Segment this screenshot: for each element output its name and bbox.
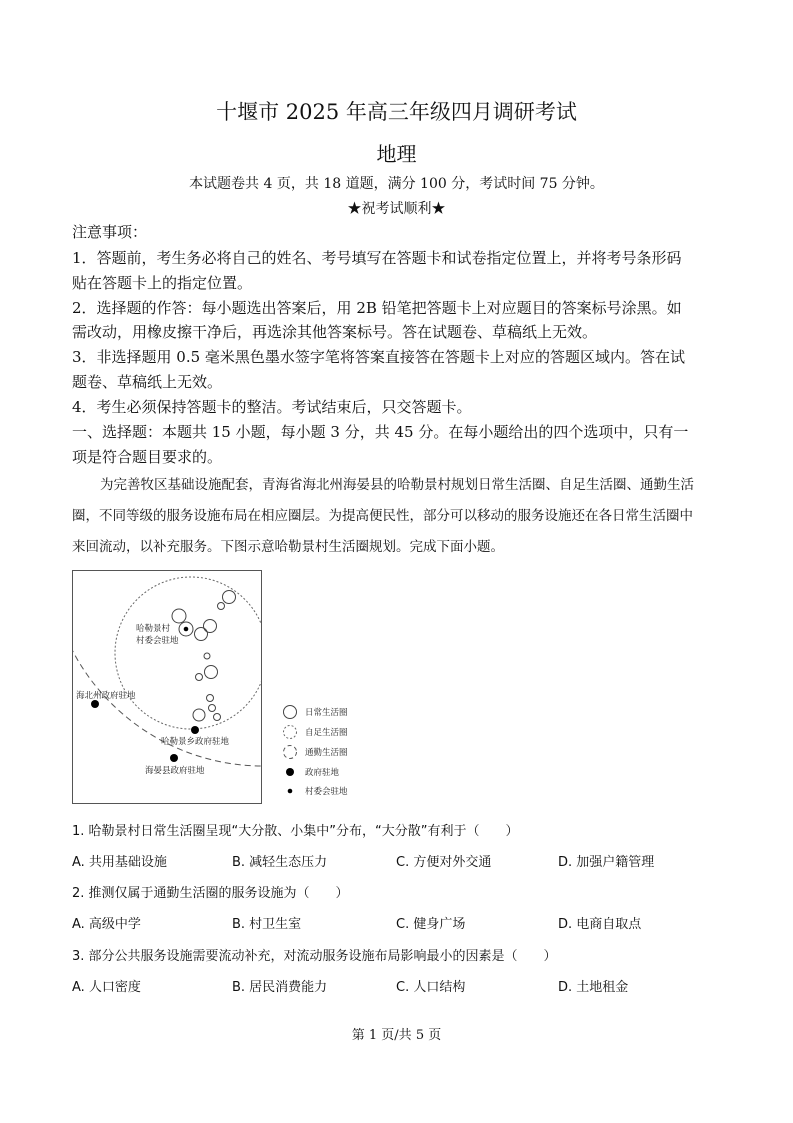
daily-circle xyxy=(204,653,210,659)
notice-line: 1．答题前，考生务必将自己的姓名、考号填写在答题卡和试卷指定位置上，并将考号条形码 xyxy=(72,249,682,267)
self-sufficient-circle-icon xyxy=(284,726,297,739)
passage-line: 为完善牧区基础设施配套，青海省海北州海晏县的哈勒景村规划日常生活圈、自足生活圈、通勤生活 xyxy=(100,477,694,493)
life-circle-map xyxy=(72,570,262,804)
question-stem: 2. 推测仅属于通勤生活圈的服务设施为（ ） xyxy=(72,886,349,901)
legend-label: 政府驻地 xyxy=(305,768,340,778)
life-circle-map-svg xyxy=(73,571,262,804)
daily-circle xyxy=(195,628,208,641)
exam-title: 十堰市 2025 年高三年级四月调研考试 xyxy=(216,100,577,124)
daily-circle xyxy=(204,620,217,633)
exam-info: 本试题卷共 4 页，共 18 道题，满分 100 分，考试时间 75 分钟。 xyxy=(189,176,604,192)
page-number: 第 1 页/共 5 页 xyxy=(351,1028,442,1043)
passage-line: 圈，不同等级的服务设施布局在相应圈层。为提高便民性，部分可以移动的服务设施还在各日常生活圈中 xyxy=(72,508,693,524)
prefecture-seat-dot xyxy=(91,700,99,708)
option-b: B. 减轻生态压力 xyxy=(232,855,328,870)
daily-circle xyxy=(223,591,236,604)
daily-circle xyxy=(214,714,221,721)
legend-label: 通勤生活圈 xyxy=(305,748,348,758)
notice-line: 题卷、草稿纸上无效。 xyxy=(72,373,223,391)
daily-circle xyxy=(193,709,205,721)
notice-line: 4．考生必须保持答题卡的整洁。考试结束后，只交答题卡。 xyxy=(72,398,472,416)
daily-circle-icon xyxy=(284,706,297,719)
section-heading-line: 一、选择题：本题共 15 小题，每小题 3 分，共 45 分。在每小题给出的四个选项中，只有一 xyxy=(72,423,689,441)
government-dot-icon xyxy=(286,768,294,776)
option-d: D. 土地租金 xyxy=(558,980,629,995)
notice-heading: 注意事项： xyxy=(72,223,148,241)
option-a: A. 高级中学 xyxy=(72,917,141,932)
village-committee-marker xyxy=(184,627,189,632)
self-sufficient-circle xyxy=(115,577,262,729)
daily-circle xyxy=(172,609,186,623)
map-legend xyxy=(282,702,392,802)
section-heading-line: 项是符合题目要求的。 xyxy=(72,448,223,466)
committee-label: 村委会驻地 xyxy=(136,636,179,646)
option-c: C. 健身广场 xyxy=(396,917,466,932)
option-c: C. 方便对外交通 xyxy=(396,855,492,870)
township-label: 哈勒景乡政府驻地 xyxy=(161,737,230,747)
question-stem: 1. 哈勒景村日常生活圈呈现“大分散、小集中”分布，“大分散”有利于（ ） xyxy=(72,824,519,839)
daily-circle xyxy=(205,666,218,679)
option-a: A. 共用基础设施 xyxy=(72,855,167,870)
county-seat-dot xyxy=(170,754,178,762)
daily-circle xyxy=(209,705,216,712)
option-c: C. 人口结构 xyxy=(396,980,466,995)
passage-line: 来回流动，以补充服务。下图示意哈勒景村生活圈规划。完成下面小题。 xyxy=(72,539,504,555)
question-stem: 3. 部分公共服务设施需要流动补充，对流动服务设施布局影响最小的因素是（ ） xyxy=(72,949,557,964)
option-d: D. 电商自取点 xyxy=(558,917,642,932)
daily-circle xyxy=(218,603,225,610)
notice-line: 贴在答题卡上的指定位置。 xyxy=(72,274,253,292)
legend-label: 村委会驻地 xyxy=(305,787,348,797)
village-label: 哈勒景村 xyxy=(136,624,171,634)
legend-label: 自足生活圈 xyxy=(305,728,348,738)
prefecture-label: 海北州政府驻地 xyxy=(76,691,136,701)
committee-dot-icon xyxy=(288,789,293,794)
subject-title: 地理 xyxy=(376,142,417,166)
county-label: 海晏县政府驻地 xyxy=(145,766,205,776)
notice-line: 3．非选择题用 0.5 毫米黑色墨水签字笔将答案直接答在答题卡上对应的答题区域内。答在试 xyxy=(72,348,685,366)
daily-circle xyxy=(207,695,214,702)
legend-label: 日常生活圈 xyxy=(305,708,348,718)
option-b: B. 村卫生室 xyxy=(232,917,302,932)
daily-circle xyxy=(196,674,203,681)
township-seat-dot xyxy=(191,726,199,734)
commute-circle-icon xyxy=(284,746,297,759)
notice-line: 2．选择题的作答：每小题选出答案后，用 2B 铅笔把答题卡上对应题目的答案标号涂黑。如 xyxy=(72,299,682,317)
good-luck-line: ★祝考试顺利★ xyxy=(347,201,446,217)
notice-line: 需改动，用橡皮擦干净后，再选涂其他答案标号。答在试题卷、草稿纸上无效。 xyxy=(72,323,598,341)
option-b: B. 居民消费能力 xyxy=(232,980,328,995)
option-a: A. 人口密度 xyxy=(72,980,141,995)
option-d: D. 加强户籍管理 xyxy=(558,855,655,870)
